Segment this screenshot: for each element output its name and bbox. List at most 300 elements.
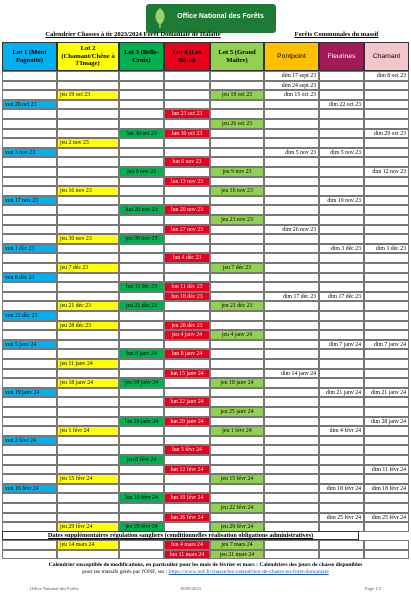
date-cell-lot3	[119, 90, 164, 100]
date-cell-lot3	[119, 273, 164, 283]
date-cell-lot2	[57, 407, 119, 417]
date-cell-lot2	[57, 484, 119, 494]
date-cell-pontpoint	[264, 186, 319, 196]
date-cell-lot5	[210, 148, 264, 158]
date-cell-fleurines	[319, 205, 364, 215]
date-cell-lot3	[119, 225, 164, 235]
date-cell-fleurines	[319, 445, 364, 455]
date-cell-lot2	[57, 340, 119, 350]
date-cell-fleurines	[319, 273, 364, 283]
date-cell-lot1	[2, 417, 57, 427]
date-cell-chamant	[364, 273, 409, 283]
date-cell-lot1	[2, 359, 57, 369]
date-cell-lot5	[210, 282, 264, 292]
date-cell-chamant	[364, 234, 409, 244]
date-cell-lot4	[164, 359, 210, 369]
date-cell-chamant	[364, 119, 409, 129]
date-cell-lot3	[119, 359, 164, 369]
date-cell-lot4	[164, 234, 210, 244]
date-cell-lot4	[164, 196, 210, 206]
date-cell-chamant	[364, 540, 409, 550]
date-cell-fleurines	[319, 119, 364, 129]
date-cell-lot4	[164, 388, 210, 398]
date-cell-lot2	[57, 196, 119, 206]
date-cell-chamant	[364, 138, 409, 148]
date-cell-chamant	[364, 493, 409, 503]
date-cell-lot1: ven 8 déc 23	[2, 273, 57, 283]
date-cell-lot1	[2, 540, 57, 550]
date-cell-lot2	[57, 417, 119, 427]
date-cell-pontpoint	[264, 540, 319, 550]
date-cell-lot5	[210, 493, 264, 503]
date-cell-lot1	[2, 90, 57, 100]
date-cell-lot5: jeu 21 déc 23	[210, 301, 264, 311]
date-cell-pontpoint	[264, 205, 319, 215]
date-cell-chamant	[364, 196, 409, 206]
date-cell-fleurines: dim 18 févr 24	[319, 484, 364, 494]
date-cell-lot3	[119, 484, 164, 494]
date-cell-pontpoint: dim 26 nov 23	[264, 225, 319, 235]
date-cell-chamant	[364, 282, 409, 292]
date-cell-chamant: dim 11 févr 24	[364, 465, 409, 475]
date-cell-lot2	[57, 81, 119, 91]
date-cell-lot5	[210, 71, 264, 81]
date-cell-fleurines	[319, 321, 364, 331]
date-cell-lot3: jeu 30 nov 23	[119, 234, 164, 244]
date-cell-fleurines	[319, 282, 364, 292]
date-cell-lot3: lun 20 nov 23	[119, 205, 164, 215]
date-cell-pontpoint	[264, 407, 319, 417]
date-cell-fleurines: dim 25 févr 24	[319, 513, 364, 523]
date-cell-lot4	[164, 148, 210, 158]
date-cell-lot2	[57, 445, 119, 455]
date-cell-lot3	[119, 369, 164, 379]
date-cell-fleurines: dim 7 janv 24	[319, 340, 364, 350]
date-cell-lot2: jeu 19 oct 23	[57, 90, 119, 100]
date-cell-lot2	[57, 244, 119, 254]
date-cell-lot3	[119, 311, 164, 321]
date-cell-pontpoint	[264, 263, 319, 273]
date-cell-lot3	[119, 119, 164, 129]
date-cell-lot2	[57, 109, 119, 119]
date-cell-pontpoint: dim 14 janv 24	[264, 369, 319, 379]
date-cell-lot2	[57, 513, 119, 523]
date-cell-lot4	[164, 301, 210, 311]
date-cell-chamant	[364, 474, 409, 484]
date-cell-pontpoint: dim 17 déc 23	[264, 292, 319, 302]
date-cell-lot5	[210, 157, 264, 167]
date-cell-lot4	[164, 455, 210, 465]
date-cell-lot3: jeu 29 févr 24	[119, 522, 164, 532]
date-cell-lot3	[119, 513, 164, 523]
date-cell-fleurines: dim 4 févr 24	[319, 426, 364, 436]
date-cell-chamant	[364, 186, 409, 196]
date-cell-lot4: lun 4 déc 23	[164, 253, 210, 263]
date-cell-lot5	[210, 225, 264, 235]
date-cell-lot3	[119, 340, 164, 350]
date-cell-lot3: jeu 21 déc 23	[119, 301, 164, 311]
date-cell-lot3	[119, 157, 164, 167]
date-cell-lot1	[2, 426, 57, 436]
date-cell-lot4	[164, 311, 210, 321]
tree-leaf-icon	[152, 7, 168, 29]
date-cell-lot1: ven 3 nov 23	[2, 148, 57, 158]
date-cell-pontpoint	[264, 109, 319, 119]
date-cell-lot5	[210, 369, 264, 379]
date-cell-lot5: jeu 22 févr 24	[210, 503, 264, 513]
date-cell-lot4: jeu 28 déc 23	[164, 321, 210, 331]
date-cell-fleurines	[319, 215, 364, 225]
date-cell-lot2: jeu 11 janv 24	[57, 359, 119, 369]
date-cell-lot4: lun 5 févr 24	[164, 445, 210, 455]
date-cell-lot4	[164, 215, 210, 225]
date-cell-fleurines	[319, 503, 364, 513]
date-cell-pontpoint	[264, 397, 319, 407]
footer-date: 18/09/2023	[180, 586, 201, 591]
date-cell-chamant	[364, 426, 409, 436]
date-cell-lot5	[210, 388, 264, 398]
date-cell-lot3	[119, 321, 164, 331]
date-cell-fleurines	[319, 225, 364, 235]
date-cell-pontpoint	[264, 455, 319, 465]
date-cell-lot3	[119, 550, 164, 560]
date-cell-lot1	[2, 225, 57, 235]
date-cell-lot2	[57, 119, 119, 129]
date-cell-fleurines	[319, 90, 364, 100]
date-cell-lot1: ven 16 févr 24	[2, 484, 57, 494]
date-cell-lot5	[210, 445, 264, 455]
date-cell-fleurines	[319, 540, 364, 550]
date-cell-lot5: jeu 1 févr 24	[210, 426, 264, 436]
date-cell-lot4: lun 19 févr 24	[164, 493, 210, 503]
date-cell-fleurines	[319, 369, 364, 379]
column-header-pontpoint: Pontpoint	[264, 42, 319, 71]
forets-communales-title: Forêts Communales du massif	[294, 31, 379, 38]
date-cell-chamant	[364, 330, 409, 340]
date-cell-lot4: lun 15 janv 24	[164, 369, 210, 379]
date-cell-lot4: lun 13 nov 23	[164, 177, 210, 187]
date-cell-lot4	[164, 407, 210, 417]
date-cell-lot4	[164, 138, 210, 148]
date-cell-lot3	[119, 407, 164, 417]
date-cell-lot1	[2, 301, 57, 311]
date-cell-lot5: jeu 7 déc 23	[210, 263, 264, 273]
date-cell-lot3: lun 11 déc 23	[119, 282, 164, 292]
date-cell-lot5: jeu 15 févr 24	[210, 474, 264, 484]
date-cell-lot2	[57, 273, 119, 283]
date-cell-pontpoint	[264, 417, 319, 427]
date-cell-fleurines	[319, 436, 364, 446]
date-cell-lot2	[57, 282, 119, 292]
date-cell-lot1	[2, 215, 57, 225]
date-cell-lot4	[164, 378, 210, 388]
date-cell-lot2	[57, 397, 119, 407]
date-cell-fleurines	[319, 71, 364, 81]
date-cell-lot3	[119, 445, 164, 455]
date-cell-pontpoint	[264, 129, 319, 139]
date-cell-fleurines	[319, 474, 364, 484]
date-cell-chamant	[364, 311, 409, 321]
column-header-chamant: Chamant	[364, 42, 409, 71]
date-cell-lot2	[57, 503, 119, 513]
date-cell-lot1	[2, 455, 57, 465]
date-cell-lot3	[119, 388, 164, 398]
logo-text: Office National des Forêts	[177, 13, 264, 20]
date-cell-fleurines	[319, 186, 364, 196]
date-cell-fleurines: dim 3 déc 23	[319, 244, 364, 254]
date-cell-lot2: jeu 7 déc 23	[57, 263, 119, 273]
date-cell-lot5	[210, 359, 264, 369]
supplementary-dates-title: Dates supplémentaires régulation sangliers (conditionnelles réalisation obligations administratives)	[2, 531, 359, 540]
date-cell-fleurines	[319, 263, 364, 273]
date-cell-lot2	[57, 311, 119, 321]
date-cell-lot3	[119, 71, 164, 81]
date-cell-pontpoint	[264, 503, 319, 513]
date-cell-lot1	[2, 129, 57, 139]
date-cell-pontpoint	[264, 349, 319, 359]
date-cell-lot3: lun 8 janv 24	[119, 349, 164, 359]
date-cell-lot3	[119, 292, 164, 302]
date-cell-lot5: jeu 23 nov 23	[210, 215, 264, 225]
date-cell-pontpoint	[264, 513, 319, 523]
date-cell-chamant	[364, 100, 409, 110]
date-cell-lot2	[57, 465, 119, 475]
date-cell-pontpoint	[264, 253, 319, 263]
date-cell-lot3	[119, 263, 164, 273]
main-title: Calendrier Chasses à tir 2023/2024 Forêt Domaniale de Halatte	[45, 31, 221, 38]
date-cell-fleurines	[319, 311, 364, 321]
date-cell-pontpoint	[264, 100, 319, 110]
date-cell-lot5: jeu 25 janv 24	[210, 407, 264, 417]
date-cell-lot1	[2, 157, 57, 167]
date-cell-lot4	[164, 244, 210, 254]
date-cell-lot3	[119, 474, 164, 484]
date-cell-lot2: jeu 15 févr 24	[57, 474, 119, 484]
date-cell-lot2: jeu 21 déc 23	[57, 301, 119, 311]
date-cell-lot1	[2, 282, 57, 292]
date-cell-pontpoint	[264, 119, 319, 129]
date-cell-lot4: lun 18 déc 23	[164, 292, 210, 302]
date-cell-lot1	[2, 474, 57, 484]
date-cell-lot3	[119, 244, 164, 254]
date-cell-lot1	[2, 445, 57, 455]
date-cell-chamant	[364, 292, 409, 302]
date-cell-lot4	[164, 100, 210, 110]
date-cell-pontpoint	[264, 330, 319, 340]
date-cell-lot5	[210, 177, 264, 187]
onf-logo	[146, 4, 276, 33]
date-cell-lot2	[57, 455, 119, 465]
date-cell-lot2	[57, 436, 119, 446]
date-cell-fleurines	[319, 167, 364, 177]
date-cell-chamant: dim 21 janv 24	[364, 388, 409, 398]
date-cell-lot5: jeu 21 mars 24	[210, 550, 264, 560]
date-cell-lot4	[164, 263, 210, 273]
column-header-lot5: Lot 5 (Grand Maître)	[210, 42, 264, 71]
date-cell-lot3	[119, 465, 164, 475]
date-cell-chamant	[364, 90, 409, 100]
date-cell-pontpoint	[264, 445, 319, 455]
date-cell-lot2	[57, 71, 119, 81]
date-cell-lot4: lun 22 janv 24	[164, 397, 210, 407]
date-cell-chamant: dim 7 janv 24	[364, 340, 409, 350]
date-cell-lot2	[57, 330, 119, 340]
date-cell-pontpoint	[264, 436, 319, 446]
date-cell-lot5	[210, 273, 264, 283]
date-cell-chamant	[364, 157, 409, 167]
date-cell-fleurines	[319, 493, 364, 503]
date-cell-lot1	[2, 138, 57, 148]
date-cell-lot3	[119, 330, 164, 340]
date-cell-lot2: jeu 16 nov 23	[57, 186, 119, 196]
date-cell-lot5: jeu 4 janv 24	[210, 330, 264, 340]
date-cell-lot5	[210, 417, 264, 427]
date-cell-pontpoint: dim 5 nov 23	[264, 148, 319, 158]
date-cell-fleurines	[319, 330, 364, 340]
date-cell-fleurines: dim 5 nov 23	[319, 148, 364, 158]
date-cell-lot5	[210, 465, 264, 475]
date-cell-lot3	[119, 253, 164, 263]
date-cell-fleurines: dim 21 janv 24	[319, 388, 364, 398]
date-cell-lot4	[164, 71, 210, 81]
date-cell-lot5: jeu 16 nov 23	[210, 186, 264, 196]
date-cell-fleurines	[319, 157, 364, 167]
date-cell-lot1	[2, 81, 57, 91]
date-cell-lot1	[2, 503, 57, 513]
date-cell-lot3	[119, 503, 164, 513]
date-cell-lot2	[57, 550, 119, 560]
date-cell-pontpoint	[264, 215, 319, 225]
date-cell-lot4: lun 20 nov 23	[164, 205, 210, 215]
date-cell-chamant: dim 28 janv 24	[364, 417, 409, 427]
date-cell-lot4	[164, 81, 210, 91]
date-cell-lot3	[119, 215, 164, 225]
date-cell-lot5	[210, 397, 264, 407]
date-cell-lot2	[57, 292, 119, 302]
date-cell-lot3	[119, 100, 164, 110]
date-cell-chamant	[364, 321, 409, 331]
date-cell-pontpoint	[264, 301, 319, 311]
date-cell-pontpoint	[264, 138, 319, 148]
date-cell-pontpoint	[264, 273, 319, 283]
date-cell-lot2	[57, 388, 119, 398]
date-cell-chamant	[364, 109, 409, 119]
date-cell-lot1: ven 1 déc 23	[2, 244, 57, 254]
date-cell-lot3	[119, 397, 164, 407]
date-cell-fleurines	[319, 378, 364, 388]
date-cell-chamant: dim 18 févr 24	[364, 484, 409, 494]
date-cell-chamant	[364, 225, 409, 235]
date-cell-fleurines: dim 22 oct 23	[319, 100, 364, 110]
date-cell-lot4	[164, 426, 210, 436]
date-cell-pontpoint	[264, 426, 319, 436]
date-cell-lot5: jeu 29 févr 24	[210, 522, 264, 532]
date-cell-chamant	[364, 550, 409, 560]
date-cell-lot2	[57, 253, 119, 263]
date-cell-lot4: lun 27 nov 23	[164, 225, 210, 235]
date-cell-lot1: ven 5 janv 24	[2, 340, 57, 350]
date-cell-lot5	[210, 234, 264, 244]
date-cell-lot2	[57, 100, 119, 110]
date-cell-lot2: jeu 14 mars 24	[57, 540, 119, 550]
date-cell-lot2	[57, 148, 119, 158]
date-cell-chamant	[364, 436, 409, 446]
date-cell-pontpoint	[264, 244, 319, 254]
date-cell-lot1	[2, 378, 57, 388]
date-cell-pontpoint: dim 15 oct 23	[264, 90, 319, 100]
date-cell-lot3	[119, 138, 164, 148]
date-cell-lot2	[57, 205, 119, 215]
column-header-lot3: Lot 3 (Belle-Croix)	[119, 42, 164, 71]
date-cell-lot4	[164, 474, 210, 484]
date-cell-lot1	[2, 109, 57, 119]
date-cell-lot5: jeu 9 nov 23	[210, 167, 264, 177]
date-cell-lot3	[119, 81, 164, 91]
date-cell-chamant	[364, 263, 409, 273]
date-cell-fleurines: dim 19 nov 23	[319, 196, 364, 206]
date-cell-lot4: lun 11 mars 24	[164, 550, 210, 560]
date-cell-pontpoint	[264, 234, 319, 244]
date-cell-lot4	[164, 340, 210, 350]
date-cell-pontpoint	[264, 550, 319, 560]
date-cell-lot1	[2, 253, 57, 263]
date-cell-chamant	[364, 215, 409, 225]
date-cell-pontpoint	[264, 465, 319, 475]
date-cell-lot3: jeu 8 févr 24	[119, 455, 164, 465]
date-cell-lot3	[119, 196, 164, 206]
date-cell-lot2: jeu 28 déc 23	[57, 321, 119, 331]
onf-calendar-link[interactable]: https://www.onf.fr/chasse/les-calendriers-de-chasse-en-foret-domaniale	[168, 569, 329, 575]
date-cell-lot1: ven 19 janv 24	[2, 388, 57, 398]
date-cell-lot3	[119, 540, 164, 550]
date-cell-lot5: jeu 19 oct 23	[210, 90, 264, 100]
date-cell-chamant	[364, 445, 409, 455]
date-cell-lot2: jeu 1 févr 24	[57, 426, 119, 436]
date-cell-lot1	[2, 330, 57, 340]
date-cell-fleurines	[319, 550, 364, 560]
date-cell-lot1: ven 2 févr 24	[2, 436, 57, 446]
date-cell-lot3	[119, 177, 164, 187]
date-cell-fleurines	[319, 138, 364, 148]
date-cell-lot4: lun 8 janv 24	[164, 349, 210, 359]
date-cell-lot2: jeu 2 nov 23	[57, 138, 119, 148]
date-cell-lot1	[2, 234, 57, 244]
date-cell-lot1	[2, 119, 57, 129]
footer-page: Page 1/2	[365, 586, 381, 591]
date-cell-lot4: lun 30 oct 23	[164, 129, 210, 139]
date-cell-lot1	[2, 349, 57, 359]
date-cell-lot5	[210, 513, 264, 523]
date-cell-pontpoint	[264, 282, 319, 292]
date-cell-lot4: lun 12 févr 24	[164, 465, 210, 475]
date-cell-lot1	[2, 205, 57, 215]
date-cell-fleurines	[319, 177, 364, 187]
date-cell-lot1	[2, 292, 57, 302]
date-cell-lot5	[210, 100, 264, 110]
date-cell-lot4	[164, 436, 210, 446]
date-cell-lot1	[2, 263, 57, 273]
date-cell-lot4: lun 6 nov 23	[164, 157, 210, 167]
date-cell-lot2: jeu 30 nov 23	[57, 234, 119, 244]
date-cell-lot1	[2, 167, 57, 177]
date-cell-fleurines	[319, 455, 364, 465]
date-cell-lot5	[210, 109, 264, 119]
date-cell-lot4	[164, 167, 210, 177]
date-cell-lot5	[210, 205, 264, 215]
date-cell-lot5: jeu 7 mars 24	[210, 540, 264, 550]
date-cell-chamant	[364, 369, 409, 379]
date-cell-lot5	[210, 292, 264, 302]
